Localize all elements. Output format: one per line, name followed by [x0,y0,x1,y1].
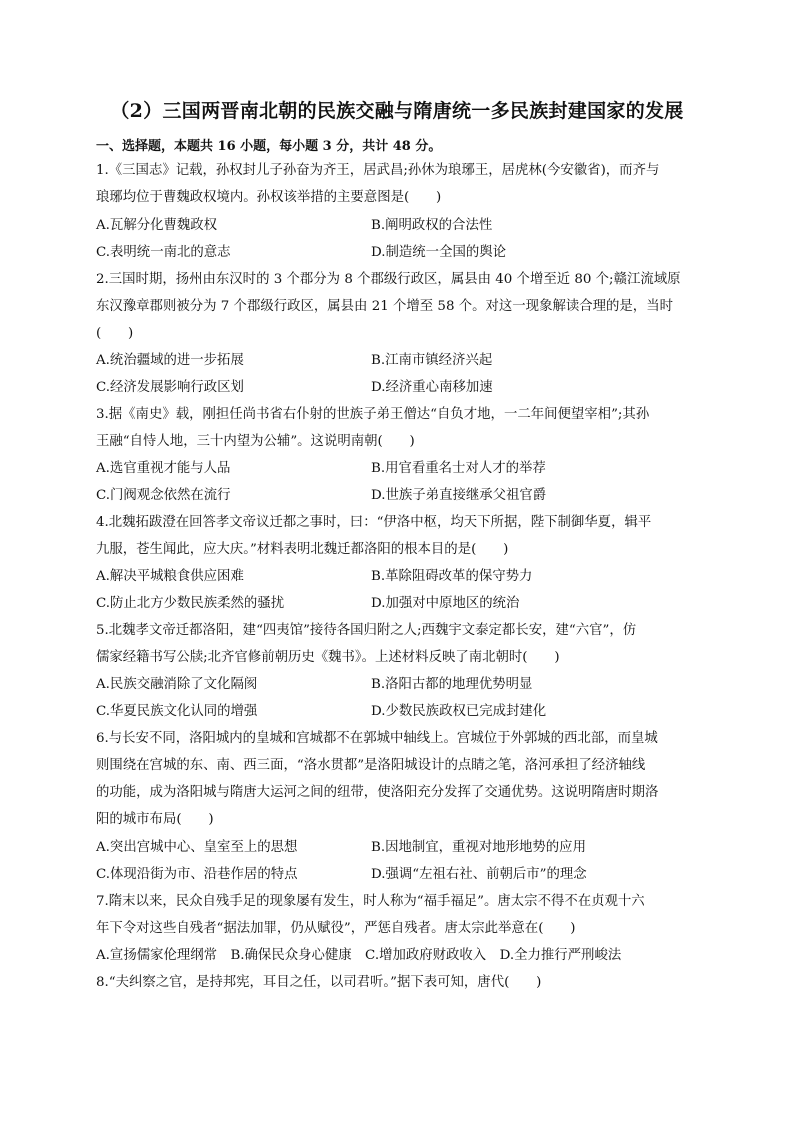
question-text-line: 年下令对这些自残者“据法加罪，仍从赋役”，严惩自残者。唐太宗此举意在( ) [96,921,576,936]
option-d: D.少数民族政权已完成封建化 [371,704,547,719]
question-text-line: 儒家经籍书写公牍;北齐官修前朝历史《魏书》。上述材料反映了南北朝时( ) [96,650,560,665]
question-text-line: 3.据《南史》载，刚担任尚书省右仆射的世族子弟王僧达“自负才地，一二年间便望宰相”;其孙 [96,407,650,422]
option-c: C.表明统一南北的意志 [96,245,231,260]
option-d: D.强调“左祖右社、前朝后市”的理念 [371,867,587,882]
option-c: C.华夏民族文化认同的增强 [96,704,258,719]
option-b: B.用官看重名士对人才的举荐 [371,461,546,476]
question-text-line: 1.《三国志》记载，孙权封儿子孙奋为齐王，居武昌;孙休为琅琊王，居虎林(今安徽省)，而齐与 [96,163,660,178]
option-b: B.阐明政权的合法性 [371,218,493,233]
question-text-line: 2.三国时期，扬州由东汉时的 3 个郡分为 8 个郡级行政区，属县由 40 个增至近 80 个;赣江流域原 [96,272,681,287]
question-text-line: 则围绕在宫城的东、南、西三面，“洛水贯都”是洛阳城设计的点睛之笔，洛河承担了经济轴线 [96,758,646,773]
option-a: A.突出宫城中心、皇室至上的思想 [96,840,298,855]
question-text-line: 8.“夫纠察之官，是持邦宪，耳目之任，以司君听。”据下表可知，唐代( ) [96,975,542,990]
option-b: B.因地制宜，重视对地形地势的应用 [371,840,586,855]
option-b: B.革除阻碍改革的保守势力 [371,569,533,584]
option-d: D.制造统一全国的舆论 [371,245,507,260]
option-a: A.统治疆域的进一步拓展 [96,353,244,368]
question-text-line: 东汉豫章郡则被分为 7 个郡级行政区，属县由 21 个增至 58 个。对这一现象解读合理的是，当时 [96,299,673,314]
question-text-line: 4.北魏拓跋澄在回答孝文帝议迁都之事时，曰：“伊洛中枢，均天下所据，陛下制御华夏，辑平 [96,515,652,530]
option-c: C.经济发展影响行政区划 [96,380,244,395]
question-text-line: 琅琊均位于曹魏政权境内。孙权该举措的主要意图是( ) [96,190,442,205]
option-b: B.江南市镇经济兴起 [371,353,493,368]
option-c: C.防止北方少数民族柔然的骚扰 [96,596,285,611]
section-header: 一、选择题，本题共 16 小题，每小题 3 分，共计 48 分。 [96,139,442,154]
document-title: （2）三国两晋南北朝的民族交融与隋唐统一多民族封建国家的发展 [110,100,684,122]
question-text-line: 的功能，成为洛阳城与隋唐大运河之间的纽带，使洛阳充分发挥了交通优势。这说明隋唐时期洛 [96,785,659,800]
option-d: D.加强对中原地区的统治 [371,596,520,611]
option-a: A.民族交融消除了文化隔阂 [96,677,258,692]
option-a: A.选官重视才能与人品 [96,461,231,476]
option-c: C.门阀观念依然在流行 [96,488,231,503]
question-text-line: 5.北魏孝文帝迁都洛阳，建“四夷馆”接待各国归附之人;西魏宇文泰定都长安，建“六官”，仿 [96,623,637,638]
option-b: B.洛阳古都的地理优势明显 [371,677,533,692]
question-text-line: 7.隋末以来，民众自残手足的现象屡有发生，时人称为“福手福足”。唐太宗不得不在贞观十六 [96,894,645,909]
option-a: A.解决平城粮食供应困难 [96,569,244,584]
option-d: D.经济重心南移加速 [371,380,493,395]
question-text-line: 王融“自恃人地，三十内望为公辅”。这说明南朝( ) [96,434,415,449]
options-inline: A.宣扬儒家伦理纲常 B.确保民众身心健康 C.增加政府财政收入 D.全力推行严刑峻法 [96,948,622,963]
question-text-line: 阳的城市布局( ) [96,812,214,827]
question-text-line: 九服，苍生闻此，应大庆。”材料表明北魏迁都洛阳的根本目的是( ) [96,542,509,557]
question-text-line: ( ) [96,326,134,341]
option-d: D.世族子弟直接继承父祖官爵 [371,488,547,503]
question-text-line: 6.与长安不同，洛阳城内的皇城和宫城都不在郭城中轴线上。宫城位于外郭城的西北部，而皇城 [96,731,658,746]
option-a: A.瓦解分化曹魏政权 [96,218,218,233]
option-c: C.体现沿街为市、沿巷作居的特点 [96,867,298,882]
